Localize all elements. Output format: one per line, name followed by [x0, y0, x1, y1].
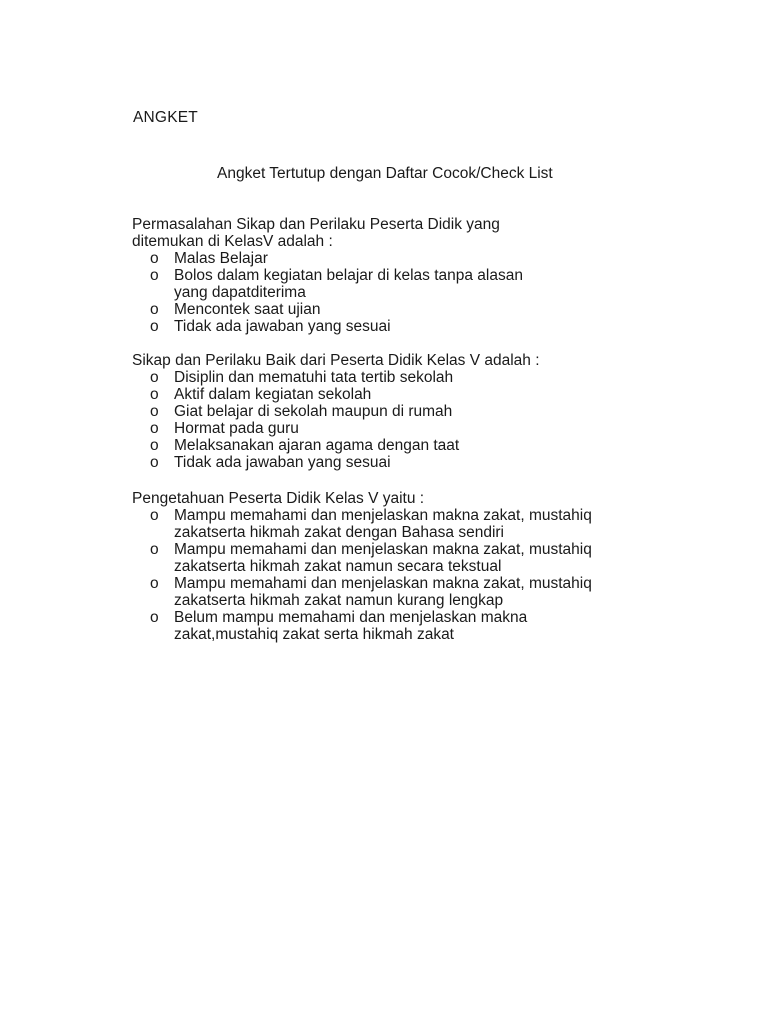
option-text: Mampu memahami dan menjelaskan makna zakat, mustahiq zakatserta hikmah zakat namun kurang lengkap: [174, 575, 592, 609]
option-item: [132, 267, 632, 301]
bullet-marker: o: [150, 420, 159, 437]
option-item: [132, 420, 632, 437]
option-item: [132, 454, 632, 471]
option-item: [132, 403, 632, 420]
option-item: [132, 250, 632, 267]
bullet-marker: o: [150, 454, 159, 471]
option-item: [132, 437, 632, 454]
option-text: Mampu memahami dan menjelaskan makna zakat, mustahiq zakatserta hikmah zakat namun secara tekstual: [174, 541, 592, 575]
option-item: [132, 507, 632, 541]
option-text: Aktif dalam kegiatan sekolah: [174, 386, 372, 403]
option-item: [132, 318, 632, 335]
bullet-marker: o: [150, 386, 159, 403]
question-section-1: [132, 216, 632, 335]
bullet-marker: o: [150, 318, 159, 335]
bullet-marker: o: [150, 437, 159, 454]
option-text: Melaksanakan ajaran agama dengan taat: [174, 437, 460, 454]
document-title: ANGKET: [133, 109, 198, 126]
bullet-marker: o: [150, 250, 159, 267]
option-text: Bolos dalam kegiatan belajar di kelas tanpa alasan yang dapatditerima: [174, 267, 523, 301]
option-text: Mampu memahami dan menjelaskan makna zakat, mustahiq zakatserta hikmah zakat dengan Bahasa sendiri: [174, 507, 592, 541]
bullet-marker: o: [150, 507, 159, 524]
bullet-marker: o: [150, 575, 159, 592]
option-text: Mencontek saat ujian: [174, 301, 321, 318]
option-text: Belum mampu memahami dan menjelaskan makna zakat,mustahiq zakat serta hikmah zakat: [174, 609, 528, 643]
option-item: [132, 386, 632, 403]
option-text: Hormat pada guru: [174, 420, 299, 437]
option-text: Malas Belajar: [174, 250, 268, 267]
bullet-marker: o: [150, 609, 159, 626]
bullet-marker: o: [150, 267, 159, 284]
bullet-marker: o: [150, 541, 159, 558]
option-item: [132, 369, 632, 386]
option-list: [132, 369, 632, 471]
bullet-marker: o: [150, 403, 159, 420]
question-text: Pengetahuan Peserta Didik Kelas V yaitu :: [132, 490, 425, 507]
option-list: [132, 250, 632, 335]
option-text: Giat belajar di sekolah maupun di rumah: [174, 403, 453, 420]
question-text: Sikap dan Perilaku Baik dari Peserta Didik Kelas V adalah :: [132, 352, 540, 369]
option-item: [132, 301, 632, 318]
question-text: Permasalahan Sikap dan Perilaku Peserta Didik yang ditemukan di KelasV adalah :: [132, 216, 500, 250]
option-list: [132, 507, 632, 643]
bullet-marker: o: [150, 369, 159, 386]
document-subtitle: Angket Tertutup dengan Daftar Cocok/Check List: [217, 165, 553, 182]
option-text: Tidak ada jawaban yang sesuai: [174, 318, 391, 335]
option-item: [132, 609, 632, 643]
question-section-2: [132, 352, 632, 471]
option-text: Disiplin dan mematuhi tata tertib sekolah: [174, 369, 454, 386]
question-section-3: [132, 490, 632, 643]
option-text: Tidak ada jawaban yang sesuai: [174, 454, 391, 471]
option-item: [132, 575, 632, 609]
bullet-marker: o: [150, 301, 159, 318]
option-item: [132, 541, 632, 575]
